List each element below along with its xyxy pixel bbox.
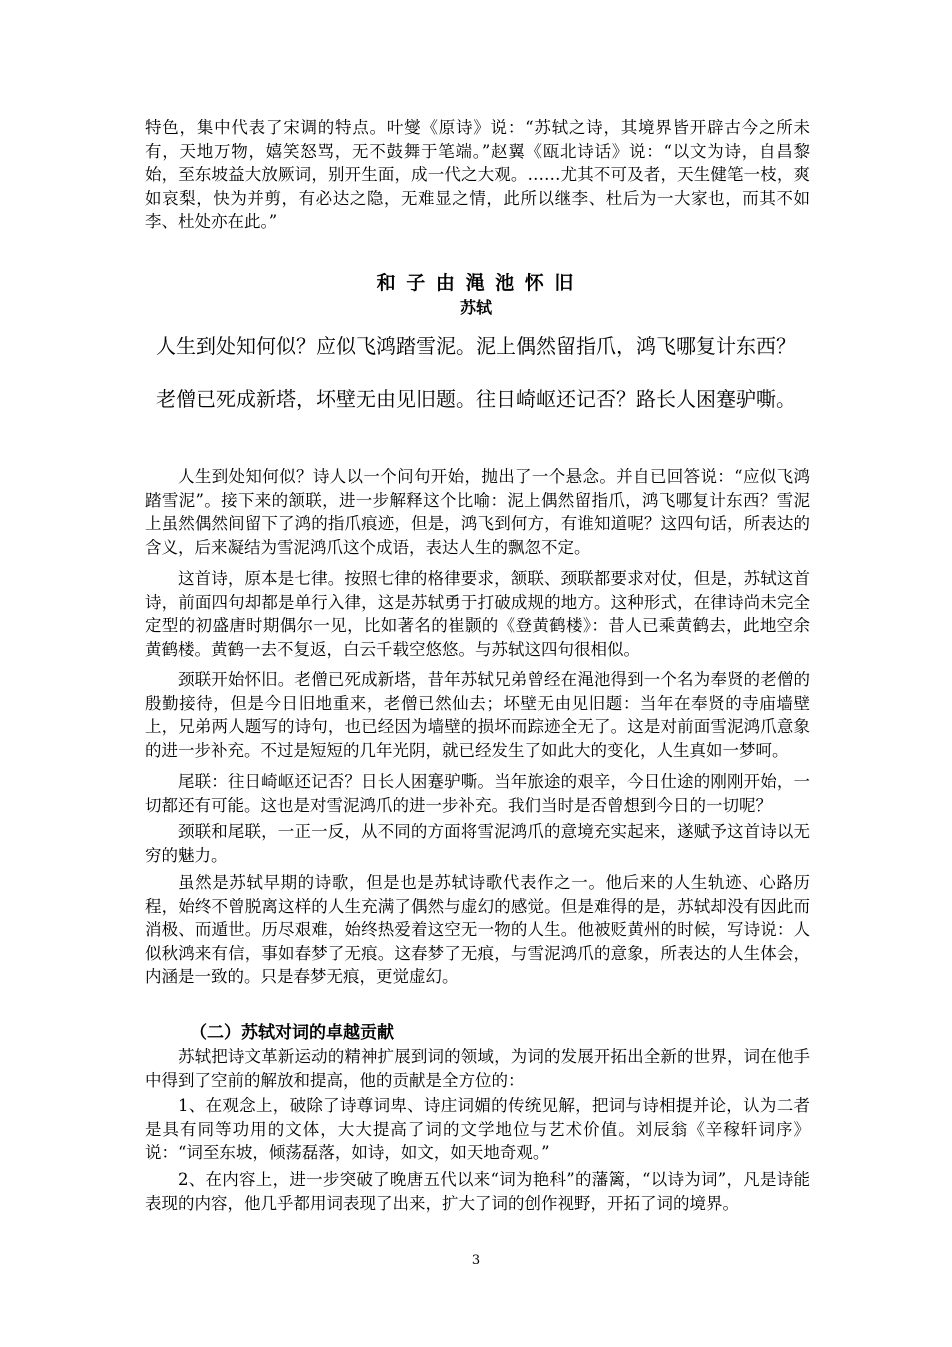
section-paragraph-3: 2、在内容上，进一步突破了晚唐五代以来“词为艳科”的藩篱，“以诗为词”，凡是诗能表现的内容，他几乎都用词表现了出来，扩大了词的创作视野，开拓了词的境界。 <box>145 1170 810 1213</box>
analysis-paragraph-6: 虽然是苏轼早期的诗歌，但是也是苏轼诗歌代表作之一。他后来的人生轨迹、心路历程，始终不曾脱离这样的人生充满了偶然与虚幻的感觉。但是难得的是，苏轼却没有因此而消极、而遁世。历尽艰难，始终热爱着这空无一物的人生。他被贬黄州的时候，写诗说：人似秋鸿来有信，事如春梦了无痕。这春梦了无痕，与雪泥鸿爪的意象，所表达的人生体会，内涵是一致的。只是春梦无痕，更觉虚幻。 <box>145 873 810 987</box>
poem-line-2: 老僧已死成新塔，坏壁无由见旧题。往日崎岖还记否？路长人困蹇驴嘶。 <box>156 387 796 411</box>
poem-title: 和 子 由 渑 池 怀 旧 <box>376 272 576 294</box>
analysis-paragraph-3: 颈联开始怀旧。老僧已死成新塔，昔年苏轼兄弟曾经在渑池得到一个名为奉贤的老僧的殷勤接待，但是今日旧地重来，老僧已然仙去；坏壁无由见旧题：当年在奉贤的寺庙墙壁上，兄弟两人题写的诗句，也已经因为墙壁的损坏而踪迹全无了。这是对前面雪泥鸿爪意象的进一步补充。不过是短短的几年光阴，就已经发生了如此大的变化，人生真如一梦呵。 <box>145 670 810 760</box>
intro-paragraph: 特色，集中代表了宋调的特点。叶燮《原诗》说：“苏轼之诗，其境界皆开辟古今之所未有，天地万物，嬉笑怒骂，无不鼓舞于笔端。”赵翼《瓯北诗话》说：“以文为诗，自昌黎始，至东坡益大放厥词，别开生面，成一代之大观。……尤其不可及者，天生健笔一枝，爽如哀梨，快为并剪，有必达之隐，无难显之情，此所以继李、杜后为一大家也，而其不如李、杜处亦在此。” <box>145 118 810 232</box>
analysis-paragraph-2: 这首诗，原本是七律。按照七律的格律要求，颔联、颈联都要求对仗，但是，苏轼这首诗，前面四句却都是单行入律，这是苏轼勇于打破成规的地方。这种形式，在律诗尚未完全定型的初盛唐时期偶尔一见，比如著名的崔颢的《登黄鹤楼》：昔人已乘黄鹤去，此地空余黄鹤楼。黄鹤一去不复返，白云千载空悠悠。与苏轼这四句很相似。 <box>145 569 810 659</box>
poem-line-1: 人生到处知何似？应似飞鸿踏雪泥。泥上偶然留指爪，鸿飞哪复计东西？ <box>156 334 796 358</box>
section-paragraph-1: 苏轼把诗文革新运动的精神扩展到词的领域，为词的发展开拓出全新的世界，词在他手中得到了空前的解放和提高，他的贡献是全方位的： <box>145 1047 810 1090</box>
page-number: 3 <box>471 1253 481 1268</box>
poem-author: 苏轼 <box>459 298 492 317</box>
analysis-paragraph-5: 颈联和尾联，一正一反，从不同的方面将雪泥鸿爪的意境充实起来，遂赋予这首诗以无穷的魅力。 <box>145 822 810 865</box>
analysis-paragraph-4: 尾联：往日崎岖还记否？日长人困蹇驴嘶。当年旅途的艰辛，今日仕途的刚刚开始，一切都还有可能。这也是对雪泥鸿爪的进一步补充。我们当时是否曾想到今日的一切呢？ <box>145 772 810 815</box>
section-heading: （二）苏轼对词的卓越贡献 <box>190 1023 394 1043</box>
analysis-paragraph-1: 人生到处知何似？诗人以一个问句开始，抛出了一个悬念。并自已回答说：“应似飞鸿踏雪泥”。接下来的颔联，进一步解释这个比喻：泥上偶然留指爪，鸿飞哪复计东西？雪泥上虽然偶然间留下了鸿的指爪痕迹，但是，鸿飞到何方，有谁知道呢？这四句话，所表达的含义，后来凝结为雪泥鸿爪这个成语，表达人生的飘忽不定。 <box>145 467 810 557</box>
section-paragraph-2: 1、在观念上，破除了诗尊词卑、诗庄词媚的传统见解，把词与诗相提并论，认为二者是具有同等功用的文体，大大提高了词的文学地位与艺术价值。刘辰翁《辛稼轩词序》说：“词至东坡，倾荡磊落，如诗，如文，如天地奇观。” <box>145 1096 810 1163</box>
